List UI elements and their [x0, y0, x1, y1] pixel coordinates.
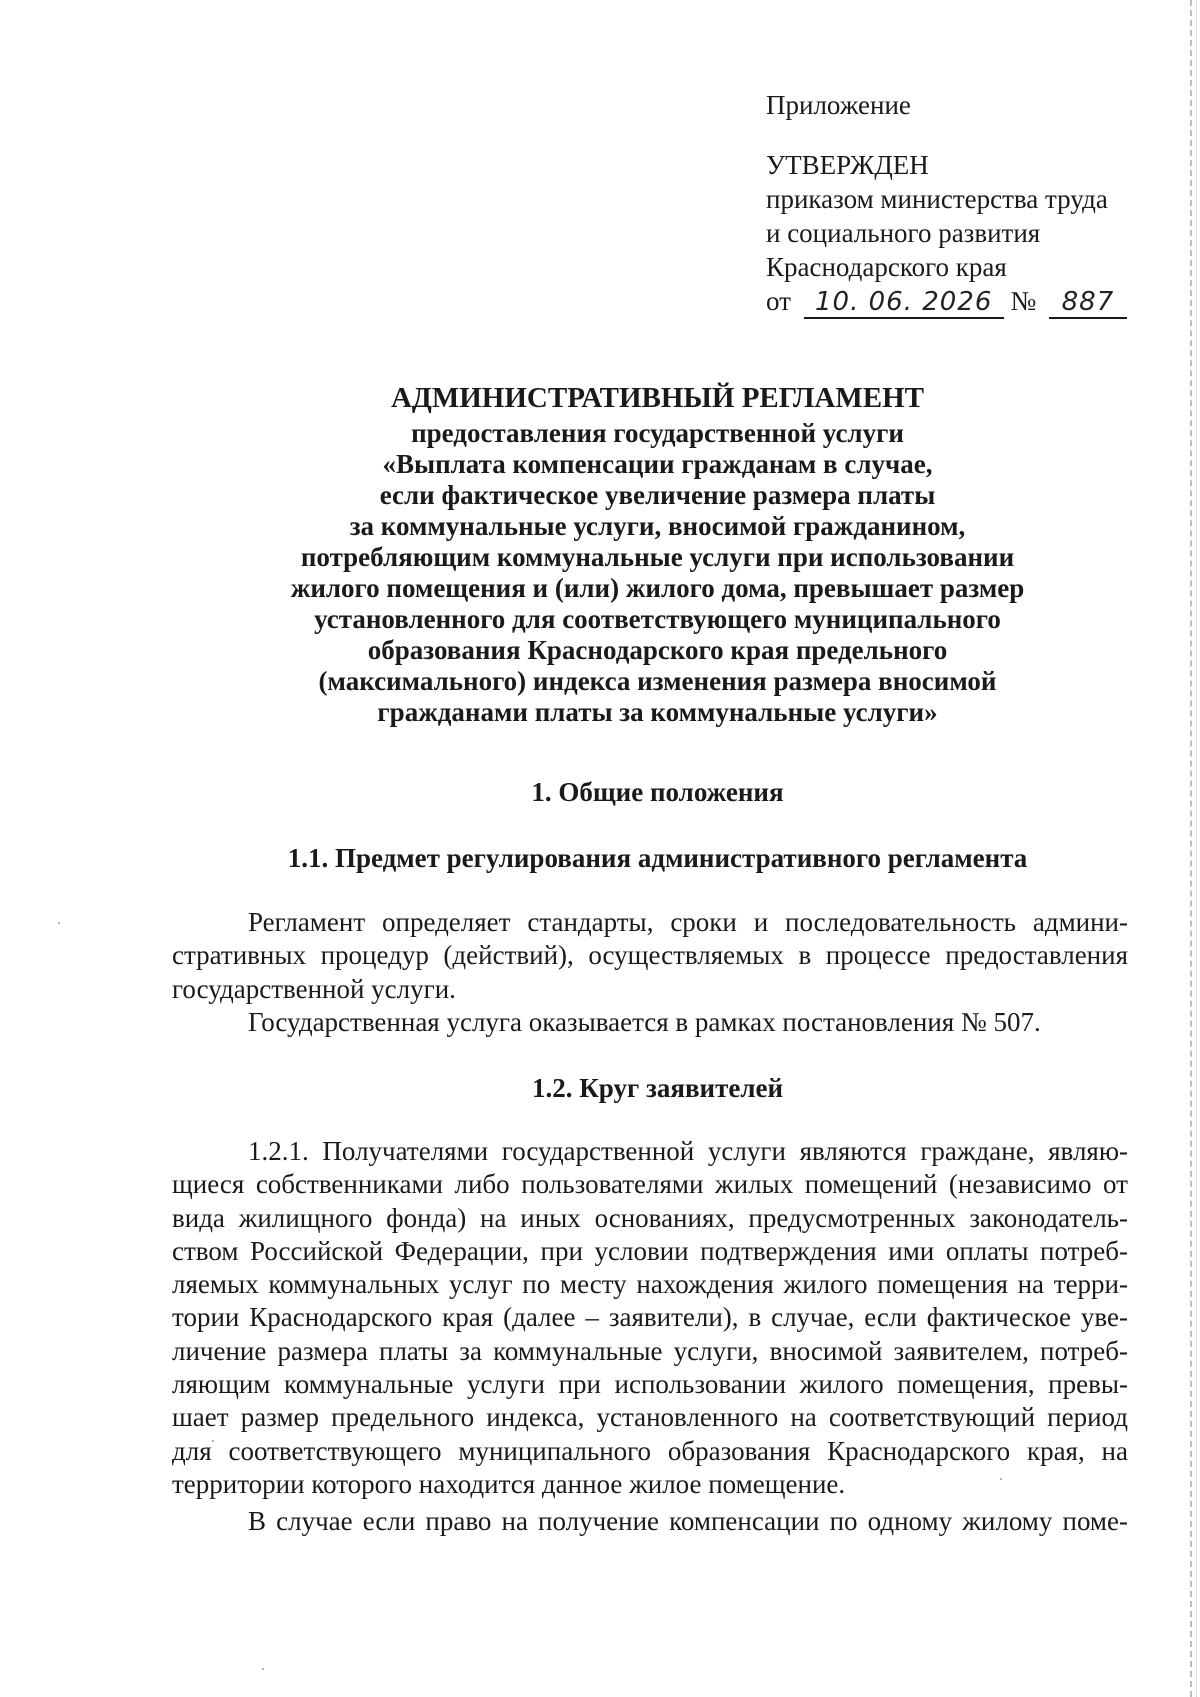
title-line: установленного для соответствующего муниципального	[314, 604, 1001, 634]
section-heading: 1. Общие положения	[531, 777, 784, 807]
approval-line: приказом министерства труда	[766, 184, 1108, 214]
paragraph	[172, 1006, 1128, 1039]
paragraph-line: В случае если право на получение компенсации по одному жилому поме-	[248, 1506, 1128, 1536]
scan-edge-mark	[1196, 0, 1197, 1697]
paragraph-line: для соответствующего муниципального образования Краснодарского края, на	[172, 1435, 1128, 1466]
document-title-block	[160, 380, 1155, 728]
paragraph-line: стративных процедур (действий), осуществляемых в процессе предоставления	[172, 940, 1128, 971]
title-line: предоставления государственной услуги	[411, 418, 904, 448]
paragraph-line: Государственная услуга оказывается в рамках постановления № 507.	[248, 1007, 1041, 1037]
paragraph-line: ляющим коммунальные услуги при использовании жилого помещения, превы-	[172, 1369, 1128, 1400]
paragraph-line: государственной услуги.	[172, 973, 456, 1004]
approval-line: Краснодарского края	[766, 252, 1007, 282]
order-date-line	[766, 284, 1166, 319]
paragraph-line: личение размера платы за коммунальные услуги, вносимой заявителем, потреб-	[172, 1335, 1128, 1366]
approved-label: УТВЕРЖДЕН	[766, 150, 929, 180]
approval-line: и социального развития	[766, 218, 1041, 248]
paragraph-line: 1.2.1. Получателями государственной услуги являются граждане, являю-	[248, 1136, 1128, 1166]
title-line: жилого помещения и (или) жилого дома, превышает размер	[290, 573, 1025, 603]
approval-block	[766, 88, 1166, 319]
subsection-heading: 1.2. Круг заявителей	[531, 1073, 784, 1103]
appendix-label: Приложение	[766, 90, 911, 120]
scan-speck	[58, 922, 60, 924]
from-label: от	[766, 286, 791, 316]
paragraph	[172, 906, 1128, 1006]
subsection-heading: 1.1. Предмет регулирования административного регламента	[287, 843, 1028, 873]
handwritten-date: 10. 06. 2026	[804, 287, 1004, 319]
number-label: №	[1010, 286, 1037, 316]
paragraph-line: ством Российской Федерации, при условии подтверждения ими оплаты потреб-	[172, 1235, 1128, 1266]
paragraph-line: ляемых коммунальных услуг по месту нахождения жилого помещения на терри-	[172, 1269, 1128, 1300]
title-line: потребляющим коммунальные услуги при использовании	[300, 542, 1015, 572]
document-title: АДМИНИСТРАТИВНЫЙ РЕГЛАМЕНТ	[390, 382, 924, 414]
title-line: (максимального) индекса изменения размера вносимой	[318, 666, 997, 696]
paragraph	[172, 1505, 1128, 1538]
paragraph-line: вида жилищного фонда) на иных основаниях, предусмотренных законодатель-	[172, 1202, 1128, 1233]
title-line: гражданами платы за коммунальные услуги»	[377, 697, 938, 727]
paragraph-line: тории Краснодарского края (далее – заявители), в случае, если фактическое уве-	[172, 1302, 1128, 1333]
handwritten-order-number: 887	[1049, 287, 1127, 319]
scan-edge-mark	[1190, 0, 1192, 1697]
title-line: образования Краснодарского края предельного	[367, 635, 948, 665]
scan-speck	[262, 1668, 264, 1670]
title-line: за коммунальные услуги, вносимой гражданином,	[349, 511, 966, 541]
title-line: если фактическое увеличение размера платы	[379, 480, 936, 510]
paragraph-line: Регламент определяет стандарты, сроки и последовательность админи-	[248, 907, 1128, 937]
paragraph-line: шает размер предельного индекса, установленного на соответствующий период	[172, 1402, 1128, 1433]
title-line: «Выплата компенсации гражданам в случае,	[382, 449, 933, 479]
paragraph-line: щиеся собственниками либо пользователями жилых помещений (независимо от	[172, 1169, 1128, 1200]
paragraph-line: территории которого находится данное жилое помещение.	[172, 1468, 846, 1499]
paragraph	[172, 1135, 1128, 1501]
